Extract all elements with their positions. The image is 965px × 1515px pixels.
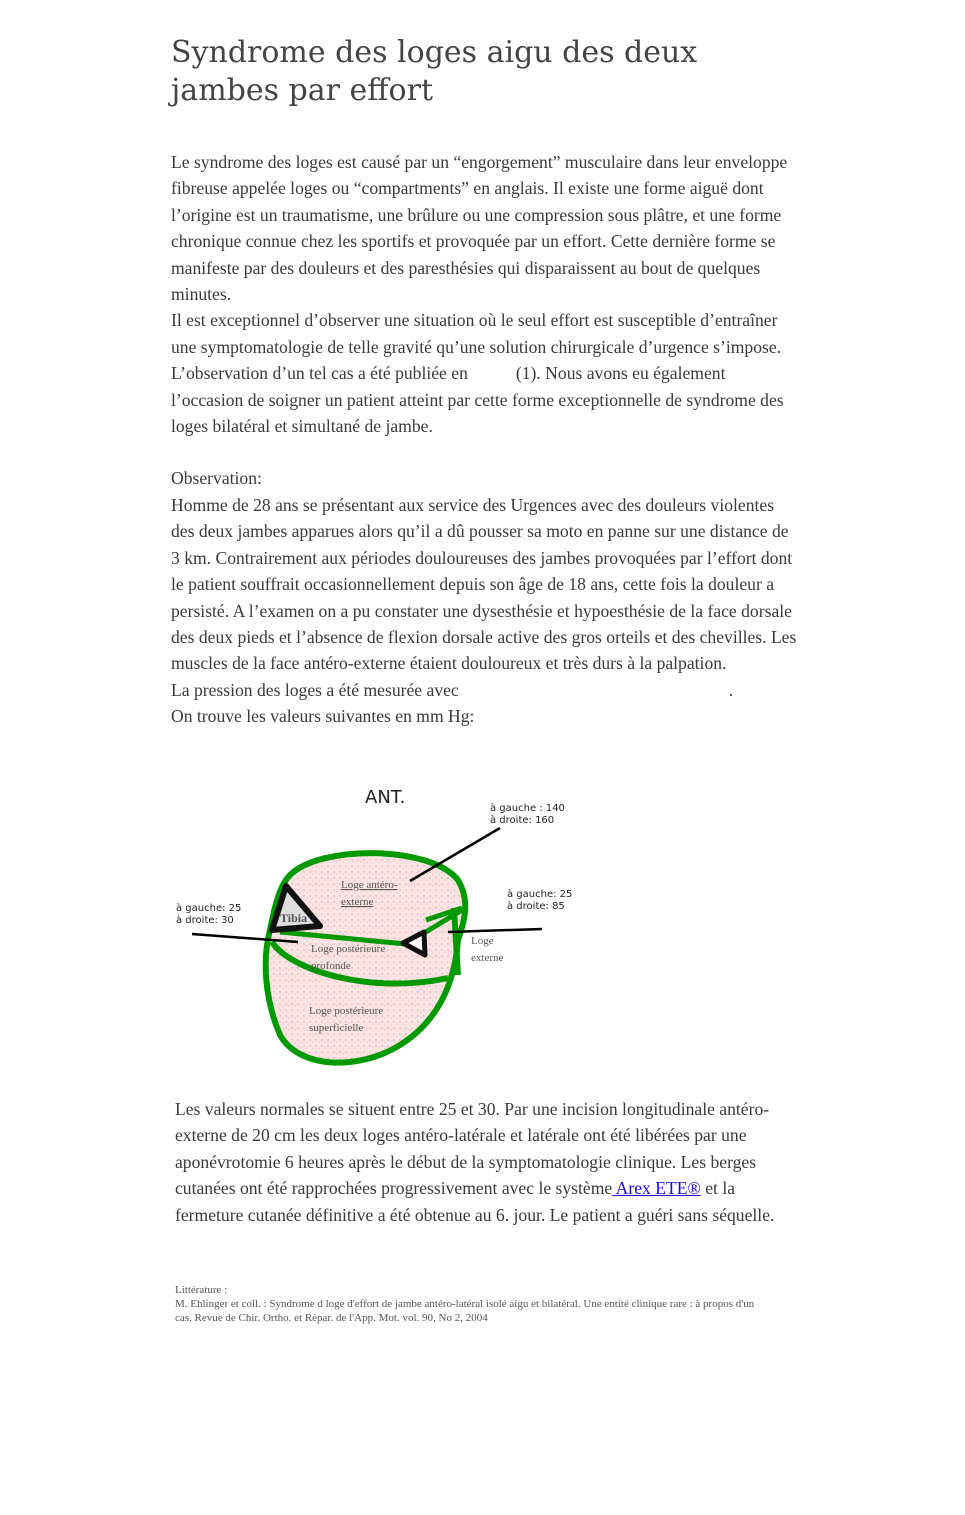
anterolateral-value-left: à gauche : 140 <box>490 803 565 814</box>
conclusion-before-link: Les valeurs normales se situent entre 25 et 30. Par une incision longitudinale antéro-externe de 20 cm les deux loges antéro-latérale et latérale ont été libérées par une aponévrotomie 6 heures après le début de la symptomatologie clinique. Les berges cutanées ont été rapprochées progressivement avec le système <box>175 1099 770 1199</box>
loge-posterieure-superficielle-label-2: superficielle <box>309 1022 364 1034</box>
tibia-label: Tibia <box>280 911 308 925</box>
loge-posterieure-profonde-label-2: profonde <box>311 960 351 972</box>
literature-reference: M. Ehlinger et coll. : Syndrome d loge d'effort de jambe antéro-latéral isolé aigu et bilatéral. Une entité clinique rare : à propos d'un cas. Revue de Chir. Ortho. et Répar. de l'App. Mot. vol. 90, No 2, 2004 <box>175 1298 755 1324</box>
arex-ete-link[interactable]: Arex ETE® <box>612 1178 701 1199</box>
loge-antero-externe-label-1: Loge antéro- <box>341 879 398 891</box>
loge-posterieure-superficielle-label-1: Loge postérieure <box>309 1005 384 1017</box>
loge-posterieure-profonde-label-1: Loge postérieure <box>311 943 386 955</box>
intro-paragraph-1: Le syndrome des loges est causé par un “engorgement” musculaire dans leur enveloppe fibreuse appelée loges ou “compartments” en anglais. Il existe une forme aiguë dont l’origine est un traumatisme, une brûlure ou une compression sous plâtre, et une forme chronique connue chez les sportifs et provoquée par un effort. Cette dernière forme se manifeste par des douleurs et des paresthésies qui disparaissent au bout de quelques minutes. <box>171 152 788 305</box>
anterolateral-value-right: à droite: 160 <box>490 815 555 826</box>
page-title: Syndrome des loges aigu des deux jambes par effort <box>171 35 698 108</box>
observation-text: Homme de 28 ans se présentant aux service des Urgences avec des douleurs violentes des deux jambes apparues alors qu’il a dû pousser sa moto en panne sur une distance de 3 km. Contrairement aux périodes douloureuses des jambes provoquées par l’effort dont le patient souffrait occasionnellement depuis son âge de 18 ans, cette fois la douleur a persisté. A l’examen on a pu constater une dysesthésie et hypoesthésie de la face dorsale des deux pieds et l’absence de flexion dorsale active des gros orteils et des chevilles. Les muscles de la face antéro-externe étaient douloureux et très durs à la palpation. <box>171 494 797 674</box>
literature-heading: Littérature : <box>175 1284 228 1296</box>
pressure-line <box>171 677 801 703</box>
deep-posterior-value-left: à gauche: 25 <box>176 903 242 914</box>
pressure-line-text: La pression des loges a été mesurée avec <box>171 679 459 700</box>
values-line: On trouve les valeurs suivantes en mm Hg: <box>171 706 475 727</box>
anterior-label: ANT. <box>365 787 406 808</box>
loge-externe-label-2: externe <box>471 952 504 964</box>
observation-heading: Observation: <box>171 468 262 489</box>
compartment-diagram <box>170 780 590 1075</box>
conclusion-paragraph <box>175 1096 775 1228</box>
pressure-line-end: . <box>728 679 734 700</box>
loge-externe-label-1: Loge <box>471 935 494 947</box>
deep-posterior-value-right: à droite: 30 <box>176 915 234 926</box>
intro-p2-before: Il est exceptionnel d’observer une situation où le seul effort est susceptible d’entraîner une symptomatologie de telle gravité qu’une solution chirurgicale d’urgence s’impose. L’observation d’un tel cas a été publiée en <box>171 310 782 384</box>
article-body <box>171 149 801 730</box>
literature-section <box>175 1283 755 1325</box>
loge-antero-externe-label-2: externe <box>341 896 374 908</box>
lateral-value-left: à gauche: 25 <box>507 889 573 900</box>
intro-p2-after: (1). Nous avons eu également l’occasion de soigner un patient atteint par cette forme exceptionnelle de syndrome des loges bilatéral et simultané de jambe. <box>171 363 784 437</box>
conclusion-after-link: et la fermeture cutanée définitive a été obtenue au 6. jour. Le patient a guéri sans séquelle. <box>175 1178 775 1225</box>
lateral-value-right: à droite: 85 <box>507 901 565 912</box>
intro-paragraph-2 <box>171 307 801 439</box>
lateral-wall <box>454 908 458 975</box>
